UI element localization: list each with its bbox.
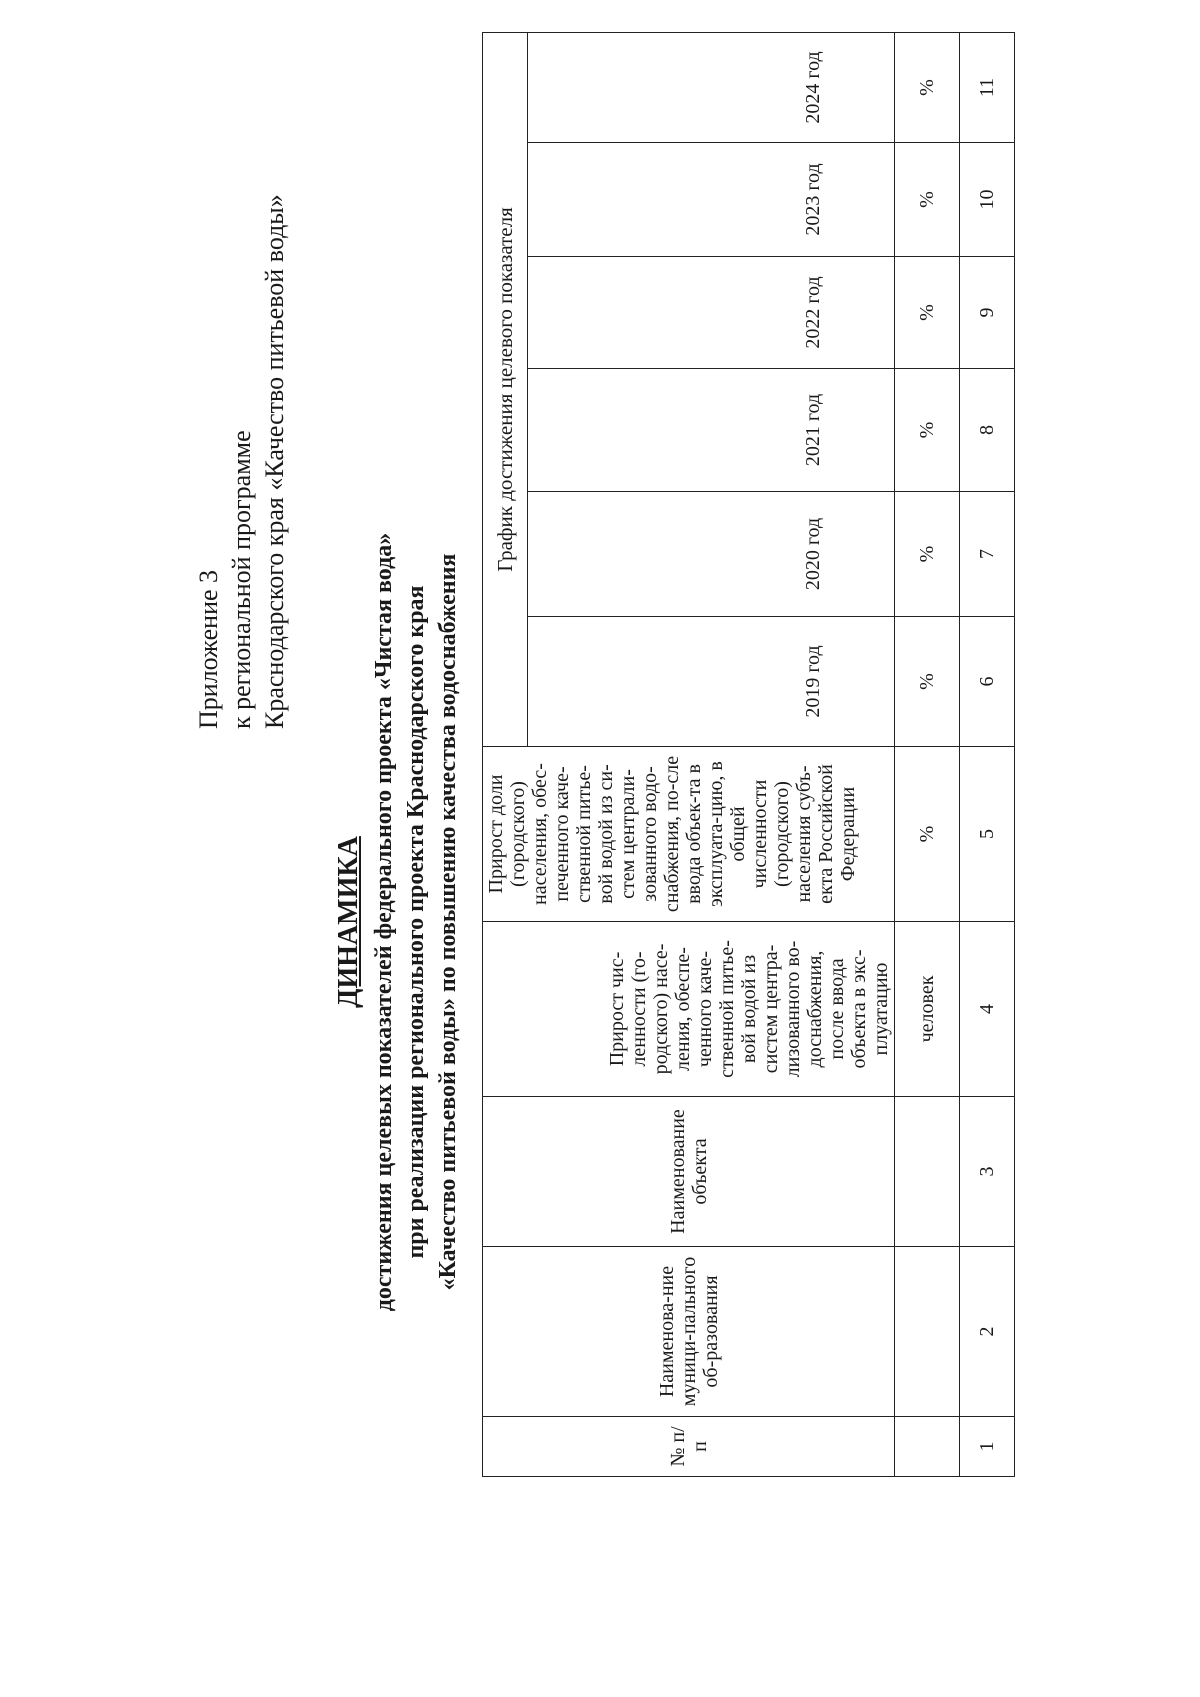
header-number <box>483 1417 895 1477</box>
column-number-6: 6 <box>960 617 1015 747</box>
header-schedule-text: График достижения целевого показателя <box>493 207 517 572</box>
header-year-2022-text: 2022 год <box>802 276 824 349</box>
unit-2022: % <box>895 257 960 369</box>
unit-people: человек <box>895 922 960 1097</box>
header-year-2024-text: 2024 год <box>802 51 824 124</box>
appendix-note <box>192 194 291 729</box>
dynamics-table <box>482 32 1015 1477</box>
table-units-row <box>895 32 960 1476</box>
column-number-11: 11 <box>960 32 1015 142</box>
header-object <box>483 1097 895 1247</box>
appendix-line-3: Краснодарского края «Качество питьевой воды» <box>260 194 289 729</box>
header-year-2024 <box>528 32 895 142</box>
appendix-line-2: к региональной программе <box>227 430 256 729</box>
column-number-8: 8 <box>960 369 1015 492</box>
header-schedule <box>483 32 528 746</box>
column-number-9: 9 <box>960 257 1015 369</box>
column-number-4: 4 <box>960 922 1015 1097</box>
header-year-2023-text: 2023 год <box>802 163 824 236</box>
column-number-1: 1 <box>960 1417 1015 1477</box>
unit-2024: % <box>895 32 960 142</box>
table-header-row-top <box>483 32 528 1476</box>
column-number-3: 3 <box>960 1097 1015 1247</box>
unit-2020: % <box>895 492 960 617</box>
title-line-2: при реализации регионального проекта Краснодарского края <box>403 585 429 1259</box>
header-population-growth-text: Прирост чис-ленности (го-родского) насе-ления, обеспе-ченного каче-ственной питье-вой водой из систем центра-лизованного во-доснабжения, после ввода объекта в экс-плуатацию <box>606 940 892 1078</box>
header-year-2020 <box>528 492 895 617</box>
header-number-text: № п/п <box>666 1426 711 1467</box>
unit-cell-3 <box>895 1097 960 1247</box>
column-number-7: 7 <box>960 492 1015 617</box>
header-year-2021 <box>528 369 895 492</box>
document-title <box>332 377 464 1467</box>
unit-percent-share: % <box>895 747 960 922</box>
unit-cell-2 <box>895 1247 960 1417</box>
column-number-2: 2 <box>960 1247 1015 1417</box>
column-number-10: 10 <box>960 143 1015 257</box>
header-share-growth-text: Прирост доли (городского) населения, обес-печенного каче-ственной питье-вой водой из си-стем централи-зованного водо-снабжения, по-сле ввода объек-та в эксплуата-цию, в общей численности (городского) населения субъ-екта Российской Федерации <box>485 755 859 913</box>
unit-2023: % <box>895 143 960 257</box>
header-population-growth <box>483 922 895 1097</box>
table-column-numbers-row <box>960 32 1015 1476</box>
header-year-2019-text: 2019 год <box>802 645 824 718</box>
header-year-2020-text: 2020 год <box>802 517 824 591</box>
title-main: ДИНАМИКА <box>333 836 364 1008</box>
unit-2019: % <box>895 617 960 747</box>
header-object-text: Наименование объекта <box>666 1109 711 1234</box>
header-year-2019 <box>528 617 895 747</box>
unit-2021: % <box>895 369 960 492</box>
header-share-growth <box>483 747 895 922</box>
header-municipality-text: Наименова-ние муници-пального об-разования <box>655 1256 722 1407</box>
header-year-2021-text: 2021 год <box>802 393 824 467</box>
header-municipality <box>483 1247 895 1417</box>
unit-cell-1 <box>895 1417 960 1477</box>
header-year-2023 <box>528 143 895 257</box>
title-line-1: достижения целевых показателей федерального проекта «Чистая вода» <box>371 532 397 1312</box>
title-line-3: «Качество питьевой воды» по повышению качества водоснабжения <box>435 553 461 1291</box>
header-year-2022 <box>528 257 895 369</box>
appendix-line-1: Приложение 3 <box>194 569 223 729</box>
column-number-5: 5 <box>960 747 1015 922</box>
